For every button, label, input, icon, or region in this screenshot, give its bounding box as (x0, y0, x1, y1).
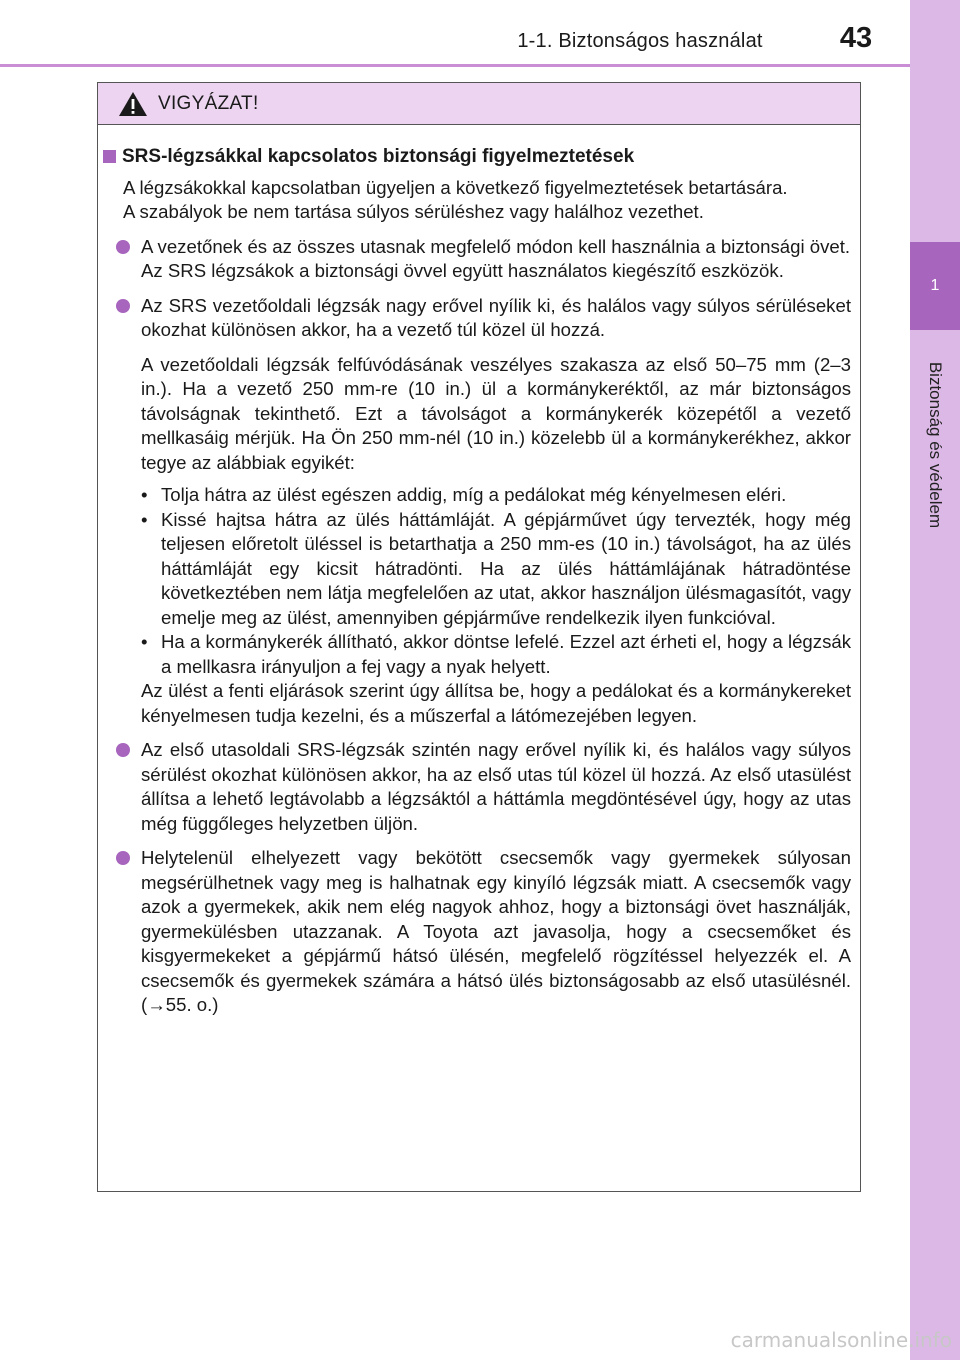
section-title: SRS-légzsákkal kapcsolatos biztonsági figyelmeztetések (103, 145, 851, 170)
warning-header (98, 83, 860, 125)
bullet-paragraph: A vezetőnek és az összes utasnak megfelelő módon kell használnia a biztonsági övet. (141, 235, 851, 257)
sub-list-item: • Kissé hajtsa hátra az ülés háttámláját. A gépjárművet úgy tervezték, hogy még teljesen előretolt üléssel is betarthatja a 250 mm-es (10 in.) távolságot, ha az ülés háttámláját egy kicsit hátradönti. Ha az ülés háttámlájának hátradöntése következtében nem látja megfelelően az utat, akkor használjon ülésmagasítót, vagy emelje meg az ülést, amennyiben gépjárműve rendelkezik ilyen funkcióval. (141, 508, 851, 631)
bullet-paragraph: Helytelenül elhelyezett vagy bekötött csecsemők vagy gyermekek súlyosan megsérülhetnek vagy meg is halhatnak egy kinyíló légzsák miatt. A csecsemők vagy azok a gyermekek, akik nem elég nagyok ahhoz, hogy a biztonsági övet használják, gyermekülésben utazzanak. A Toyota azt javasolja, hogy a csecsemőket és kisgyermekeket a gépjármű hátsó ülésén, megfelelő rögzítéssel helyezzék el. A csecsemők és gyermekek számára a hátsó ülés biztonságosabb az első utasülésnél. (→55. o.) (141, 847, 851, 1015)
chapter-title: Biztonság és védelem (926, 361, 945, 529)
intro (123, 176, 851, 225)
bullet-item (103, 235, 851, 284)
circle-bullet-icon (116, 299, 130, 313)
intro-paragraph: A légzsákokkal kapcsolatban ügyeljen a következő figyelmeztetések betartására. (123, 176, 788, 198)
bullet-paragraph: Az SRS légzsákok a biztonsági övvel együtt használatos kiegészítő eszközök. (141, 260, 784, 281)
warning-label: VIGYÁZAT! (158, 92, 259, 114)
bullet-item (103, 738, 851, 836)
bullet-item (103, 294, 851, 729)
circle-bullet-icon (116, 851, 130, 865)
watermark: carmanualsonline.info (730, 1328, 952, 1352)
circle-bullet-icon (116, 240, 130, 254)
sub-list-item: • Ha a kormánykerék állítható, akkor döntse lefelé. Ezzel azt érheti el, hogy a légzsák a mellkasra irányuljon a fej vagy a nyak helyett. (141, 630, 851, 679)
running-header: 1-1. Biztonságos használat (517, 30, 763, 52)
warning-box (97, 82, 861, 1192)
intro-paragraph: A szabályok be nem tartása súlyos sérüléshez vagy halálhoz vezethet. (123, 201, 704, 222)
page-number: 43 (839, 22, 873, 54)
bullet-item (103, 846, 851, 1018)
bullet-paragraph: Az SRS vezetőoldali légzsák nagy erővel nyílik ki, és halálos vagy súlyos sérüléseket okozhat különösen akkor, ha a vezető túl közel ül hozzá. (141, 294, 851, 340)
warning-content (98, 125, 860, 1018)
bullet-closing: Az ülést a fenti eljárások szerint úgy állítsa be, hogy a pedálokat és a kormánykereket kényelmesen tudja kezelni, és a műszerfal a látómezejében legyen. (141, 680, 851, 726)
chapter-number: 1 (910, 242, 960, 330)
sub-list (141, 483, 851, 679)
header-rule (0, 64, 910, 67)
sub-list-item: • Tolja hátra az ülést egészen addig, míg a pedálokat még kényelmesen eléri. (141, 483, 851, 508)
bullet-detail: A vezetőoldali légzsák felfúvódásának veszélyes szakasza az első 50–75 mm (2–3 in.). Ha a vezető 250 mm-re (10 in.) ül a kormánykeréktől, az már biztonságos távolságnak tekinthető. Ezt a távolságot a kormánykerék közepétől a vezető mellkasáig mérjük. Ha Ön 250 mm-nél (10 in.) közelebb ül a kormánykerékhez, akkor tegye az alábbiak egyikét: (141, 353, 851, 473)
square-bullet-icon (103, 150, 116, 163)
side-tab (910, 0, 960, 1360)
circle-bullet-icon (116, 743, 130, 757)
bullet-paragraph: Az első utasoldali SRS-légzsák szintén nagy erővel nyílik ki, és halálos vagy súlyos sérülést okozhat különösen akkor, ha az első utas túl közel ül hozzá. Az első utasülést állítsa a lehető legtávolabb a légzsáktól a háttámla megdöntésével úgy, hogy az utas még függőleges helyzetben üljön. (141, 739, 851, 834)
warning-triangle-icon (118, 91, 148, 117)
